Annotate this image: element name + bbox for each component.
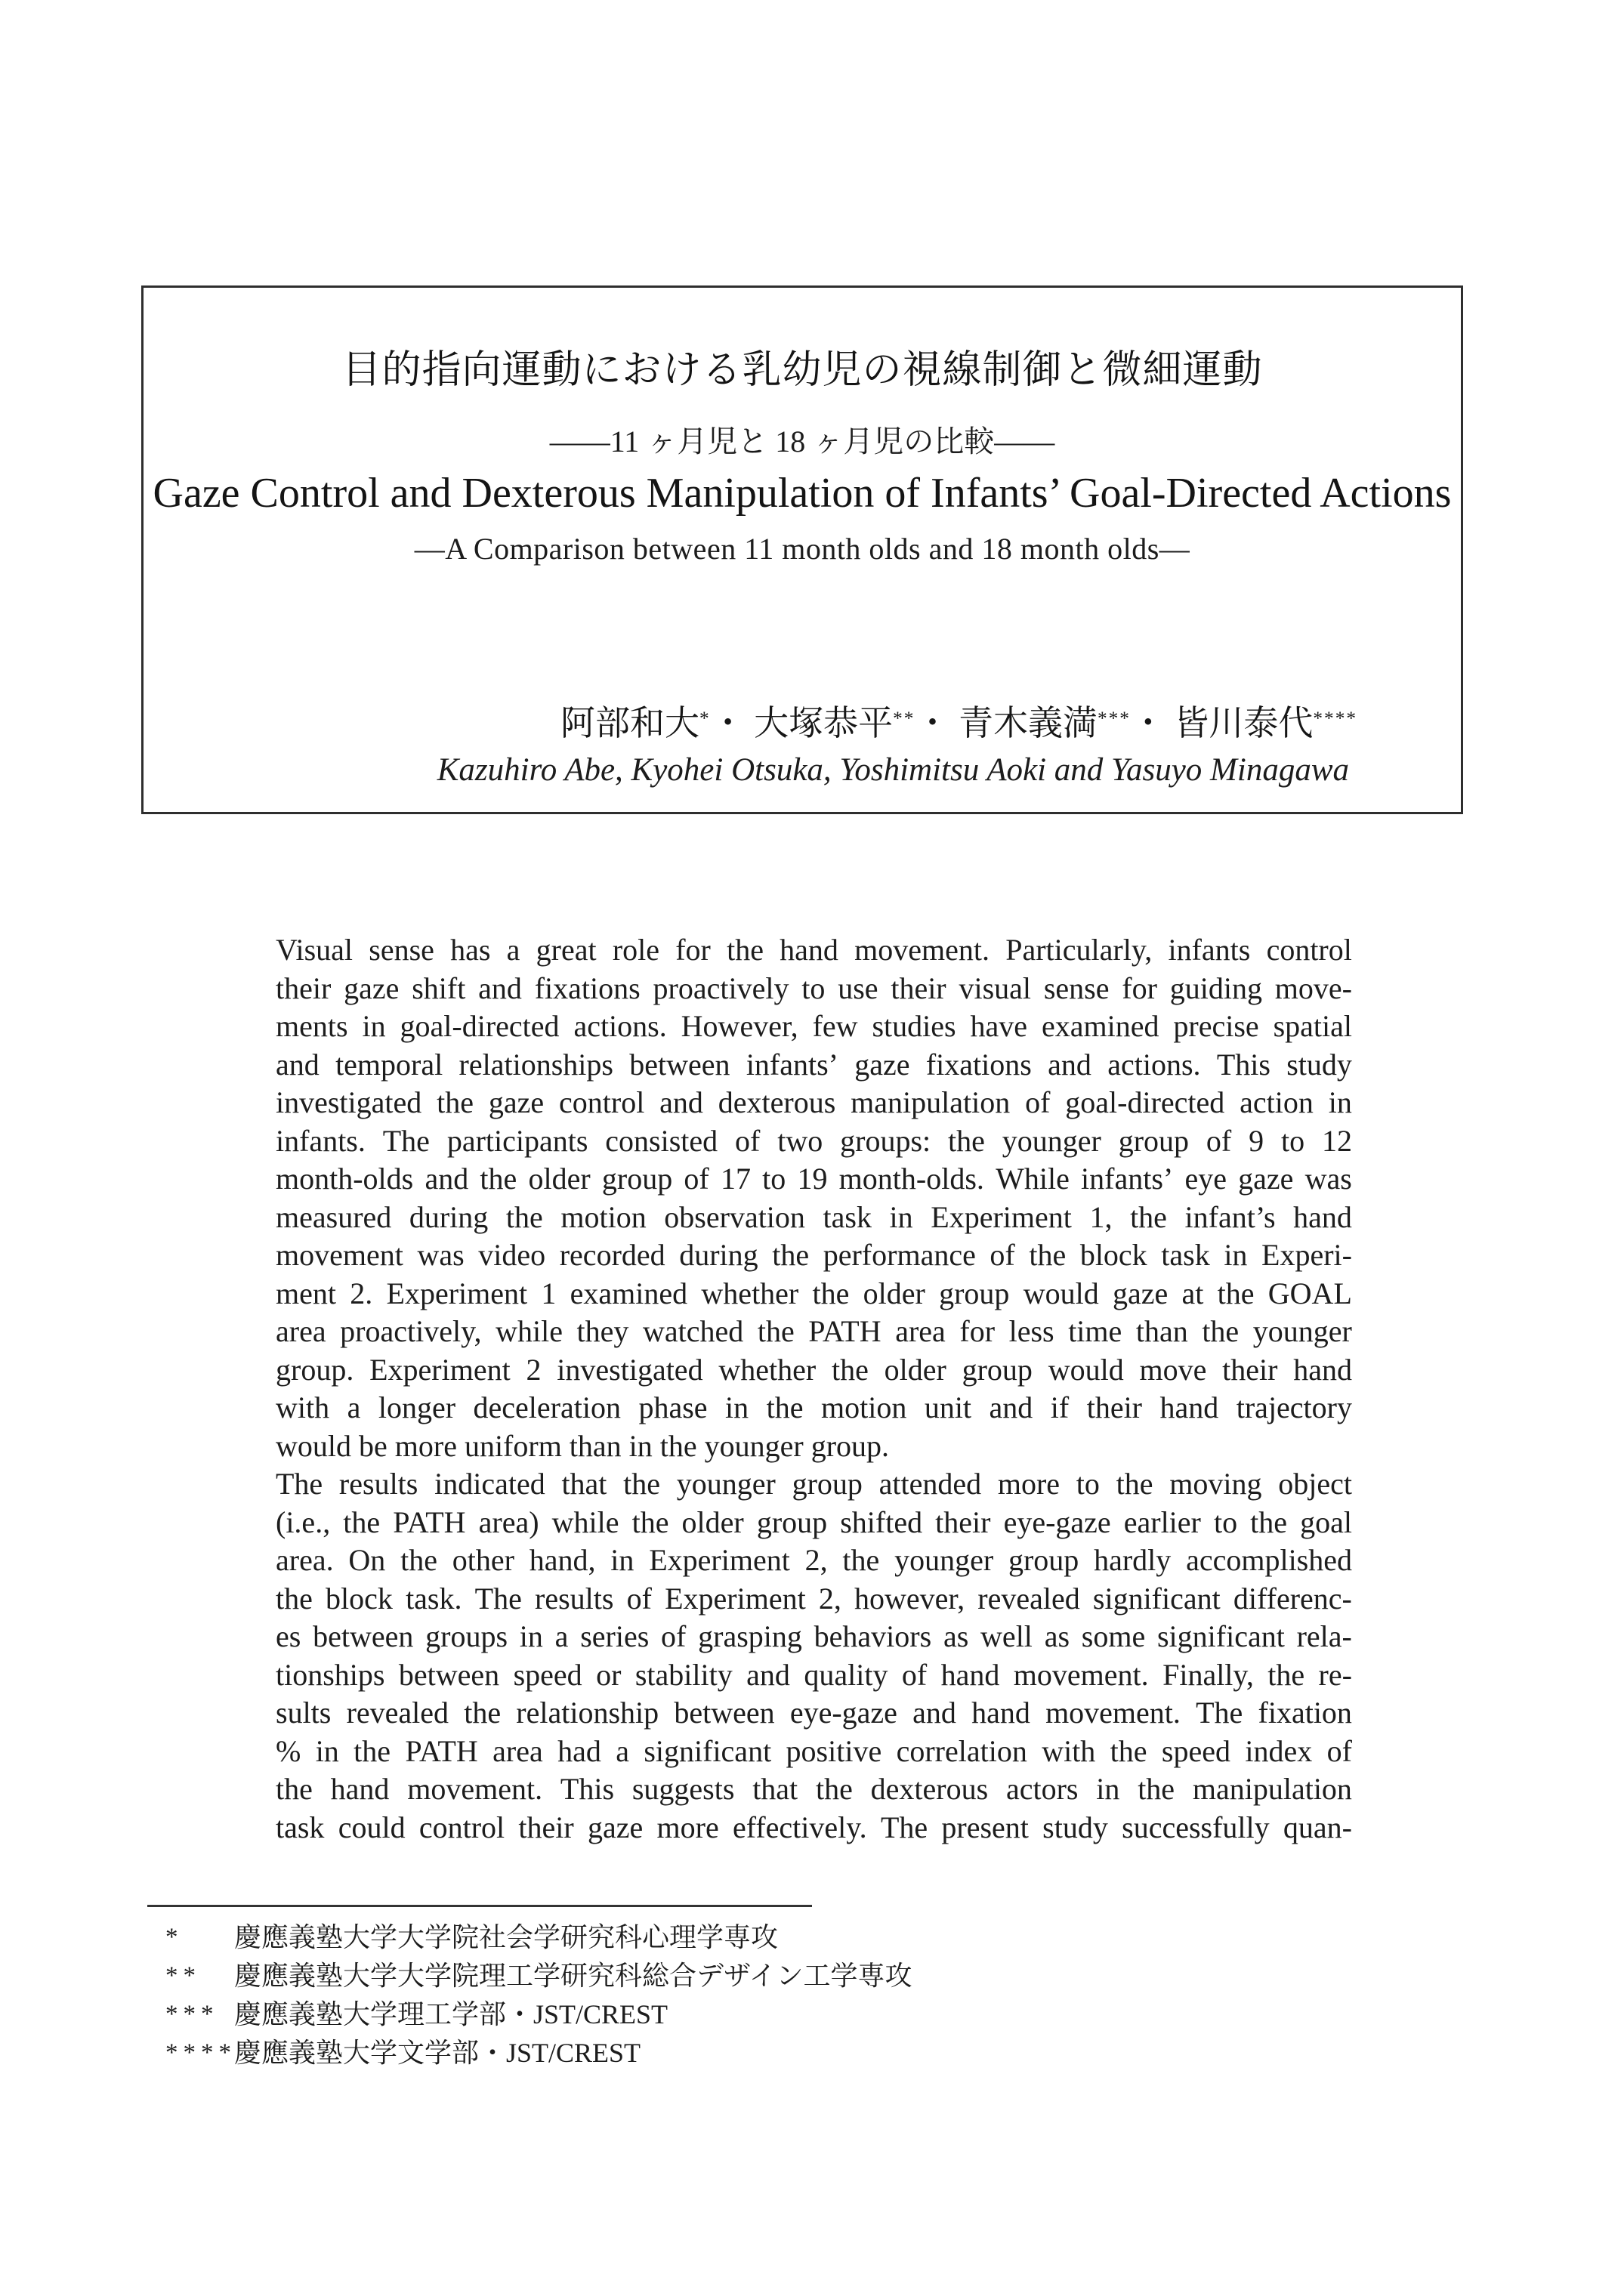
author-separator: ・ (915, 704, 950, 742)
abstract-line: investigated the gaze control and dexterous manipulation of goal-directed action in (276, 1085, 1352, 1119)
author-affiliation-mark: *** (1097, 708, 1131, 729)
title-box (141, 285, 1463, 814)
authors-english: Kazuhiro Abe, Kyohei Otsuka, Yoshimitsu Aoki and Yasuyo Minagawa (437, 752, 1349, 788)
abstract-line: task could control their gaze more effectively. The present study successfully quan- (276, 1810, 1352, 1844)
footnote-affiliation: 慶應義塾大学大学院理工学研究科総合デザイン工学専攻 (234, 1961, 912, 1991)
abstract-line: group. Experiment 2 investigated whether the older group would move their hand (276, 1352, 1352, 1387)
abstract (276, 931, 1352, 1847)
footnote-row (141, 2034, 1274, 2072)
footnote-affiliation: 慶應義塾大学文学部・JST/CREST (234, 2038, 641, 2068)
abstract-line: area. On the other hand, in Experiment 2, the younger group hardly accomplished (276, 1543, 1352, 1577)
paper-title-japanese: 目的指向運動における乳幼児の視線制御と微細運動 (341, 349, 1263, 392)
author-separator: ・ (710, 704, 746, 742)
abstract-line: tionships between speed or stability and quality of hand movement. Finally, the re- (276, 1657, 1352, 1692)
abstract-line: (i.e., the PATH area) while the older group shifted their eye-gaze earlier to the goal (276, 1504, 1352, 1539)
abstract-paragraph-2 (276, 1465, 1352, 1847)
author-affiliation-mark: ** (893, 708, 915, 729)
footnote-row (141, 1918, 1274, 1957)
abstract-line: the block task. The results of Experiment 2, however, revealed significant differenc- (276, 1581, 1352, 1616)
author-affiliation-mark: **** (1313, 708, 1357, 729)
author-name-japanese: 阿部和大*・ (560, 704, 746, 742)
footnote-marker: * (165, 1924, 184, 1951)
abstract-line: the hand movement. This suggests that the dexterous actors in the manipulation (276, 1772, 1352, 1806)
abstract-line: measured during the motion observation task in Experiment 1, the infant’s hand (276, 1199, 1352, 1234)
footnotes (141, 1918, 1274, 2072)
footnote-divider-rule (147, 1905, 812, 1907)
abstract-line: ment 2. Experiment 1 examined whether the older group would gaze at the GOAL (276, 1276, 1352, 1310)
abstract-line: infants. The participants consisted of two groups: the younger group of 9 to 12 (276, 1123, 1352, 1158)
author-affiliation-mark: * (699, 708, 711, 729)
paper-title-english: Gaze Control and Dexterous Manipulation of Infants’ Goal-Directed Actions (153, 470, 1452, 517)
paper-subtitle-english: —A Comparison between 11 month olds and 18 month olds— (414, 532, 1190, 566)
author-name-japanese: 皆川泰代**** (1174, 704, 1357, 742)
abstract-line: month-olds and the older group of 17 to 19 month-olds. While infants’ eye gaze was (276, 1162, 1352, 1196)
abstract-line: and temporal relationships between infants’ gaze fixations and actions. This study (276, 1047, 1352, 1082)
footnote-row (141, 1957, 1274, 1995)
abstract-line: Visual sense has a great role for the hand movement. Particularly, infants control (276, 933, 1352, 967)
author-name-japanese: 青木義満***・ (958, 704, 1166, 742)
abstract-line: movement was video recorded during the performance of the block task in Experi- (276, 1238, 1352, 1272)
abstract-line: sults revealed the relationship between eye-gaze and hand movement. The fixation (276, 1696, 1352, 1730)
author-separator: ・ (1130, 704, 1166, 742)
abstract-line: area proactively, while they watched the PATH area for less time than the younger (276, 1314, 1352, 1348)
footnote-marker: **** (165, 2039, 236, 2066)
abstract-line: with a longer deceleration phase in the motion unit and if their hand trajectory (276, 1390, 1352, 1424)
author-name-japanese: 大塚恭平**・ (754, 704, 950, 742)
footnote-marker: ** (165, 1962, 201, 1989)
abstract-paragraph-1 (276, 931, 1352, 1465)
abstract-line: ments in goal-directed actions. However, few studies have examined precise spatial (276, 1009, 1352, 1043)
abstract-line: The results indicated that the younger group attended more to the moving object (276, 1467, 1352, 1501)
abstract-line: would be more uniform than in the younger group. (276, 1428, 890, 1463)
abstract-line: % in the PATH area had a significant positive correlation with the speed index of (276, 1733, 1352, 1768)
authors-japanese (560, 696, 1357, 745)
abstract-line: es between groups in a series of grasping behaviors as well as some significant rela- (276, 1619, 1352, 1653)
paper-subtitle-japanese: ——11 ヶ月児と 18 ヶ月児の比較—— (549, 424, 1055, 458)
abstract-line: their gaze shift and fixations proactively to use their visual sense for guiding move- (276, 971, 1352, 1005)
footnote-affiliation: 慶應義塾大学理工学部・JST/CREST (234, 1999, 668, 2029)
footnote-row (141, 1995, 1274, 2034)
footnote-affiliation: 慶應義塾大学大学院社会学研究科心理学専攻 (234, 1922, 779, 1952)
footnote-marker: *** (165, 2001, 219, 2028)
